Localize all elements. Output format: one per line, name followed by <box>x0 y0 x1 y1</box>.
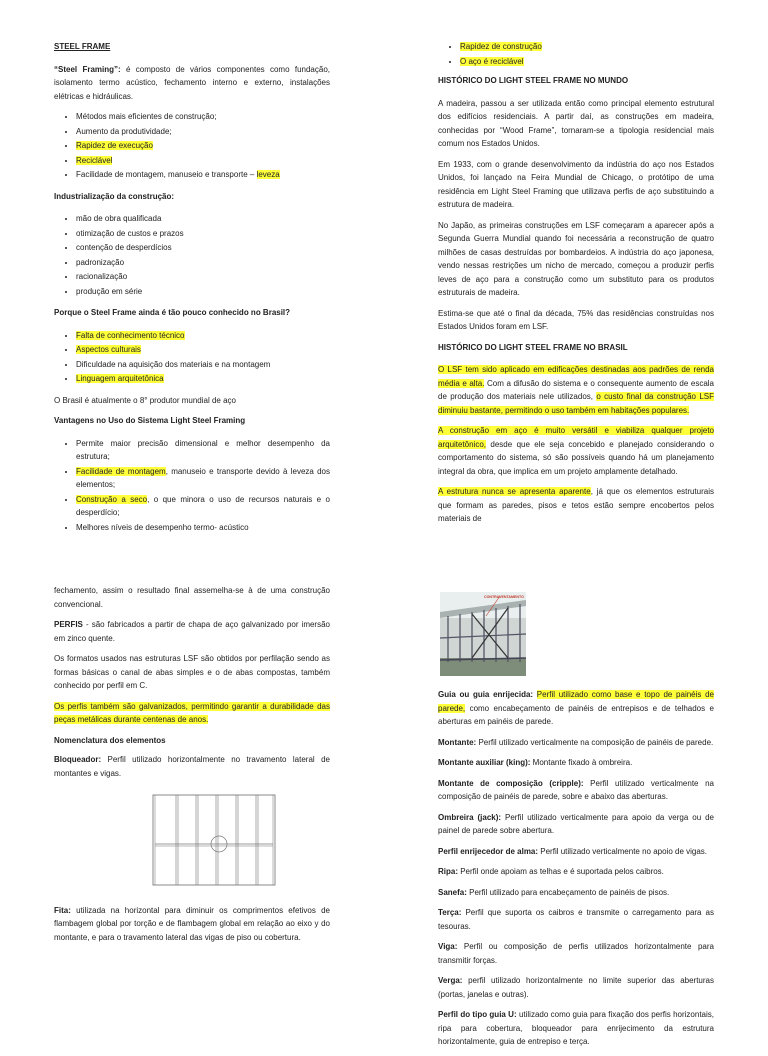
paragraph: Em 1933, com o grande desenvolvimento da indústria do aço nos Estados Unidos, foi lançado na Feira Mundial de Chicago, o protótipo de uma residência em Light Steel Framing que utilizava perfis de aço substituindo a estrutura de madeira. <box>438 159 714 209</box>
highlighted-text: Aspectos culturais <box>76 345 141 354</box>
definition-label: Sanefa: <box>438 887 467 897</box>
list-item <box>76 139 330 153</box>
definition-text: Montante fixado à ombreira. <box>530 758 633 767</box>
heading-industrializacao: Industrialização da construção: <box>54 191 175 201</box>
list-item <box>76 465 330 492</box>
paragraph: A madeira, passou a ser utilizada então como principal elemento estrutural dos edifícios residenciais. A partir daí, as construções em madeira, conhecidas por “Wood Frame”, tornaram-se a tipologia residencial mais comum nos Estados Unidos. <box>438 98 714 148</box>
definition-label: Ripa: <box>438 867 458 876</box>
list-item: • otimização de custos e prazos <box>76 227 330 241</box>
definition-paragraph <box>438 777 714 804</box>
highlighted-text: Facilidade de montagem <box>76 466 166 476</box>
list-item <box>76 329 330 343</box>
highlighted-text: Falta de conhecimento técnico <box>76 330 185 340</box>
list-item <box>460 55 714 69</box>
list-item <box>76 154 330 168</box>
list-item <box>76 343 330 357</box>
perfis-paragraph <box>54 618 330 645</box>
definition-label: Montante: <box>438 737 477 747</box>
definition-text: Perfil ou composição de perfis utilizados horizontalmente para transmitir forças. <box>438 942 714 965</box>
paragraph-text: desde que ele seja concebido e planejado considerando o comportamento do sistema, só são possíveis quando há um planejamento integral da obra, que implica em um projeto amplamente detalhado. <box>438 439 714 476</box>
intro-text: é composto de vários componentes como fundação, isolamento termo acústico, fechamento interno e externo, instalações elétricas e hidráulicas. <box>54 64 330 101</box>
paragraph-text: Com a difusão do sistema e o consequente aumento de escala de produção dos materiais nele utilizados, <box>438 378 714 401</box>
list-item <box>76 372 330 386</box>
paragraph <box>54 700 330 727</box>
list-item: • Dificuldade na aquisição dos materiais e na montagem <box>76 358 330 372</box>
definition-text: Perfil onde apoiam as telhas e é suportada pelos caibros. <box>458 867 664 876</box>
highlighted-text: Rapidez de construção <box>460 42 542 51</box>
guia-label: Guia ou guia enrijecida: <box>438 690 534 699</box>
definition-paragraph <box>438 756 714 770</box>
definition-text: Perfil utilizado verticalmente no apoio de vigas. <box>538 846 708 856</box>
paragraph: Os formatos usados nas estruturas LSF são obtidos por perfilação sendo as formas básicas o canal de abas simples e o de abas compostas, também conhecido por perfil em C. <box>54 654 330 690</box>
definition-label: Perfil enrijecedor de alma: <box>438 846 539 856</box>
list-item-text: , o que minora o uso de recursos naturais e o desperdício; <box>76 494 331 517</box>
definition-text: utilizado como guia para fixação dos perfis horizontais, ripa para cobertura, bloqueador para enrijecimento da estrutura horizontalmente, guia de entrepiso e terça. <box>438 1010 714 1046</box>
definition-paragraph <box>438 736 714 750</box>
vantagens-list <box>54 437 330 535</box>
paragraph <box>438 485 714 526</box>
definition-paragraph <box>438 1008 714 1049</box>
bloqueador-paragraph <box>54 753 330 780</box>
definition-text: Perfil utilizado verticalmente na composição de painéis de parede. <box>476 737 714 747</box>
intro-paragraph <box>54 63 330 104</box>
list-item: • Melhores níveis de desempenho termo- acústico <box>76 521 330 535</box>
page-1 <box>54 40 330 542</box>
definition-text: perfil utilizado horizontalmente no limite superior das aberturas (portas, janelas e outras). <box>438 976 714 999</box>
photo-label-contraventamento: CONTRAVENTAMENTO <box>484 595 524 599</box>
definition-text: Perfil utilizado verticalmente na composição de painéis de parede, sobre e abaixo das aberturas. <box>438 778 714 801</box>
list-item: • Permite maior precisão dimensional e melhor desempenho da estrutura; <box>76 437 330 464</box>
highlighted-text: leveza <box>256 170 280 179</box>
definition-paragraph <box>438 886 714 900</box>
heading-porque: Porque o Steel Frame ainda é tão pouco conhecido no Brasil? <box>54 308 291 317</box>
highlighted-text: Perfil utilizado como base e topo de painéis de parede, <box>438 690 714 713</box>
list-item <box>76 493 330 520</box>
highlighted-text: O LSF tem sido aplicado em edificações destinadas aos padrões de renda média e alta. <box>438 365 714 388</box>
definition-label: Verga: <box>438 976 463 985</box>
list-item: • Aumento da produtividade; <box>76 125 330 139</box>
guia-paragraph <box>438 688 714 729</box>
definition-paragraph <box>438 974 714 1001</box>
highlighted-text: O aço é reciclável <box>460 56 524 66</box>
list-item: • contenção de desperdícios <box>76 241 330 255</box>
bloqueador-diagram <box>152 793 276 887</box>
page-2 <box>438 40 714 533</box>
benefits-list <box>54 110 330 182</box>
paragraph-text: Perfil utilizado horizontalmente no travamento lateral de montantes e vigas. <box>54 755 330 778</box>
definition-label: Viga: <box>438 942 458 951</box>
paragraph <box>438 363 714 417</box>
paragraph-text: , já que os elementos estruturais que formam as paredes, pisos e tetos estão sempre encobertos pelos materiais de <box>438 487 714 523</box>
definition-text: Perfil utilizado verticalmente para apoio da verga ou de painel de parede sobre abertura. <box>438 812 714 835</box>
page-3 <box>54 584 330 951</box>
intro-label: “Steel Framing”: <box>54 64 121 74</box>
definition-paragraph <box>438 845 714 859</box>
definition-paragraph <box>438 940 714 967</box>
definition-paragraph <box>438 906 714 933</box>
paragraph: Estima-se que até o final da década, 75% das residências construídas nos Estados Unidos foram em LSF. <box>438 308 714 331</box>
top-list <box>438 40 714 68</box>
heading-nomenclatura: Nomenclatura dos elementos <box>54 735 166 745</box>
highlighted-text: Os perfis também são galvanizados, permitindo garantir a durabilidade das peças metálicas durante centenas de anos. <box>54 701 330 724</box>
list-item <box>76 168 330 182</box>
highlighted-text: Rapidez de execução <box>76 141 153 150</box>
highlighted-text: Reciclável <box>76 155 113 165</box>
definition-text: Perfil que suporta os caibros e transmite o carregamento para as tesouras. <box>438 908 714 931</box>
definition-paragraph <box>438 865 714 879</box>
list-item: • racionalização <box>76 270 330 284</box>
highlighted-text: Construção a seco <box>76 494 148 504</box>
steel-frame-photo <box>440 592 526 676</box>
list-item <box>460 40 714 54</box>
definition-text: Perfil utilizado para encabeçamento de painéis de pisos. <box>466 887 670 897</box>
definition-label: Montante auxiliar (king): <box>438 758 531 767</box>
perfis-label: PERFIS <box>54 620 83 629</box>
highlighted-text: A estrutura nunca se apresenta aparente <box>438 487 591 496</box>
paragraph <box>438 424 714 478</box>
fita-label: Fita: <box>54 905 71 915</box>
paragraph: No Japão, as primeiras construções em LSF começaram a aparecer após a Segunda Guerra Mundial quando foi necessária a reconstrução de quatro milhões de casas destruídas por bombardeios. A indústria do aço japonesa, vendo nessas restrições um nicho de mercado, começou a produzir perfis leves de aço para a construção como um substituto para os produtos estruturais de madeira. <box>438 220 714 297</box>
list-item: • mão de obra qualificada <box>76 212 330 226</box>
definition-label: Ombreira (jack): <box>438 812 502 822</box>
list-item-text: Facilidade de montagem, manuseio e transporte – <box>76 170 257 179</box>
highlighted-text: Linguagem arquitetônica <box>76 374 164 383</box>
heading-historico-brasil: HISTÓRICO DO LIGHT STEEL FRAME NO BRASIL <box>438 342 628 352</box>
list-item-text: , manuseio e transporte devido à leveza dos elementos; <box>76 466 331 489</box>
definition-label: Perfil do tipo guia U: <box>438 1010 517 1019</box>
paragraph-text: utilizada na horizontal para diminuir os comprimentos efetivos de flambagem global por torção e de flambagem global em relação ao eixo y do montante, e para o travamento lateral das vigas de piso ou cobertura. <box>54 905 330 942</box>
list-item: • Métodos mais eficientes de construção; <box>76 110 330 124</box>
list-item: • padronização <box>76 256 330 270</box>
brasil-paragraph: O Brasil é atualmente o 8° produtor mundial de aço <box>54 395 236 405</box>
paragraph-text: - são fabricados a partir de chapa de aço galvanizado por imersão em zinco quente. <box>54 620 330 643</box>
definition-label: Montante de composição (cripple): <box>438 778 584 788</box>
highlighted-text: o custo final da construção LSF diminuiu bastante, permitindo o uso também em habitações populares. <box>438 392 714 415</box>
fita-paragraph <box>54 904 330 945</box>
section-title-steel-frame: STEEL FRAME <box>54 42 111 51</box>
paragraph: fechamento, assim o resultado final assemelha-se à de uma construção convencional. <box>54 586 330 609</box>
heading-historico-mundo: HISTÓRICO DO LIGHT STEEL FRAME NO MUNDO <box>438 76 629 85</box>
bloqueador-label: Bloqueador: <box>54 755 102 764</box>
porque-list <box>54 329 330 386</box>
industrializacao-list <box>54 212 330 298</box>
steel-frame-photo-illustration <box>440 592 526 676</box>
paragraph-text: como encabeçamento de painéis de entrepisos e de telhados e aberturas em painéis de parede. <box>438 703 714 726</box>
page-4 <box>438 592 714 1056</box>
highlighted-text: A construção em aço é muito versátil e viabiliza qualquer projeto arquitetônico, <box>438 426 714 449</box>
definition-label: Terça: <box>438 908 462 917</box>
heading-vantagens: Vantagens no Uso do Sistema Light Steel Framing <box>54 416 246 425</box>
list-item: • produção em série <box>76 285 330 299</box>
definition-paragraph <box>438 811 714 838</box>
